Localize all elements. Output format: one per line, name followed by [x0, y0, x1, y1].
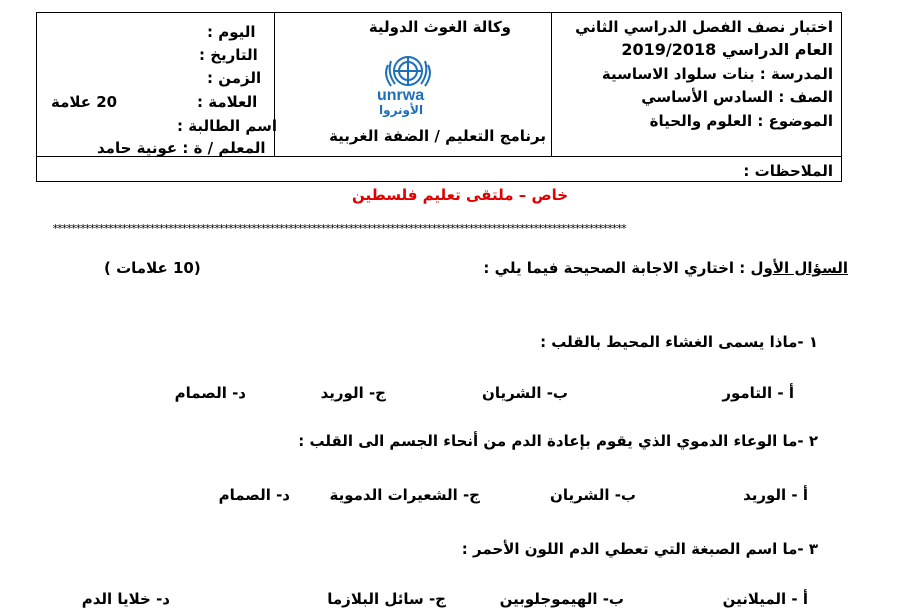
teacher-label: المعلم / ة : عونية حامد: [97, 139, 266, 157]
header-table: [36, 12, 842, 182]
question-1-option-b[interactable]: ب- الشريان: [482, 384, 568, 402]
header-divider-2: [551, 13, 552, 156]
section-instruction: : اختاري الاجابة الصحيحة فيما يلي :: [483, 259, 751, 277]
time-label: الزمن :: [207, 69, 262, 87]
question-2-option-a[interactable]: أ - الوريد: [743, 486, 808, 504]
grade-value: 20 علامة: [51, 93, 118, 111]
student-name-label: اسم الطالبة :: [177, 117, 277, 135]
unrwa-logo: [365, 51, 451, 119]
question-1-option-a[interactable]: أ - التامور: [722, 384, 794, 402]
question-3-option-d[interactable]: د- خلايا الدم: [81, 590, 170, 608]
question-3-option-c[interactable]: ج- سائل البلازما: [327, 590, 446, 608]
subject: الموضوع : العلوم والحياة: [649, 112, 833, 130]
question-2-option-c[interactable]: ج- الشعيرات الدموية: [329, 486, 480, 504]
question-2-text: ٢ -ما الوعاء الدموي الذي يقوم بإعادة الدم من أنحاء الجسم الى القلب :: [298, 432, 818, 450]
question-1-option-c[interactable]: ج- الوريد: [320, 384, 386, 402]
question-3-option-b[interactable]: ب- الهيموجلوبين: [499, 590, 624, 608]
section-marks: (10 علامات ): [104, 259, 201, 277]
academic-year: العام الدراسي 2019/2018: [621, 40, 833, 59]
grade-label: العلامة :: [197, 93, 258, 111]
section-title: السؤال الأول: [750, 259, 848, 277]
exam-title: اختبار نصف الفصل الدراسي الثاني: [575, 18, 833, 36]
grade-level: الصف : السادس الأساسي: [641, 88, 833, 106]
watermark-text: خاص – ملتقى تعليم فلسطين: [352, 186, 569, 204]
section-heading: [483, 259, 848, 277]
school-name: المدرسة : بنات سلواد الاساسية: [601, 65, 833, 83]
question-1-option-d[interactable]: د- الصمام: [174, 384, 246, 402]
program-name: برنامج التعليم / الضفة الغربية: [329, 127, 546, 145]
question-1-text: ١ -ماذا يسمى الغشاء المحيط بالقلب :: [540, 333, 818, 351]
agency-name: وكالة الغوث الدولية: [368, 18, 511, 36]
question-3-text: ٣ -ما اسم الصبغة التي تعطي الدم اللون الأحمر :: [461, 540, 818, 558]
notes-label: الملاحظات :: [743, 162, 833, 180]
question-3-option-a[interactable]: أ - الميلانين: [722, 590, 808, 608]
logo-text-en: unrwa: [377, 87, 425, 104]
day-label: اليوم :: [207, 23, 256, 41]
logo-text-ar: الأونروا: [379, 103, 424, 117]
separator-line: ****************************************************************************************************************************: [52, 222, 626, 235]
question-2-option-d[interactable]: د- الصمام: [218, 486, 290, 504]
question-2-option-b[interactable]: ب- الشريان: [550, 486, 636, 504]
date-label: التاريخ :: [199, 46, 258, 64]
